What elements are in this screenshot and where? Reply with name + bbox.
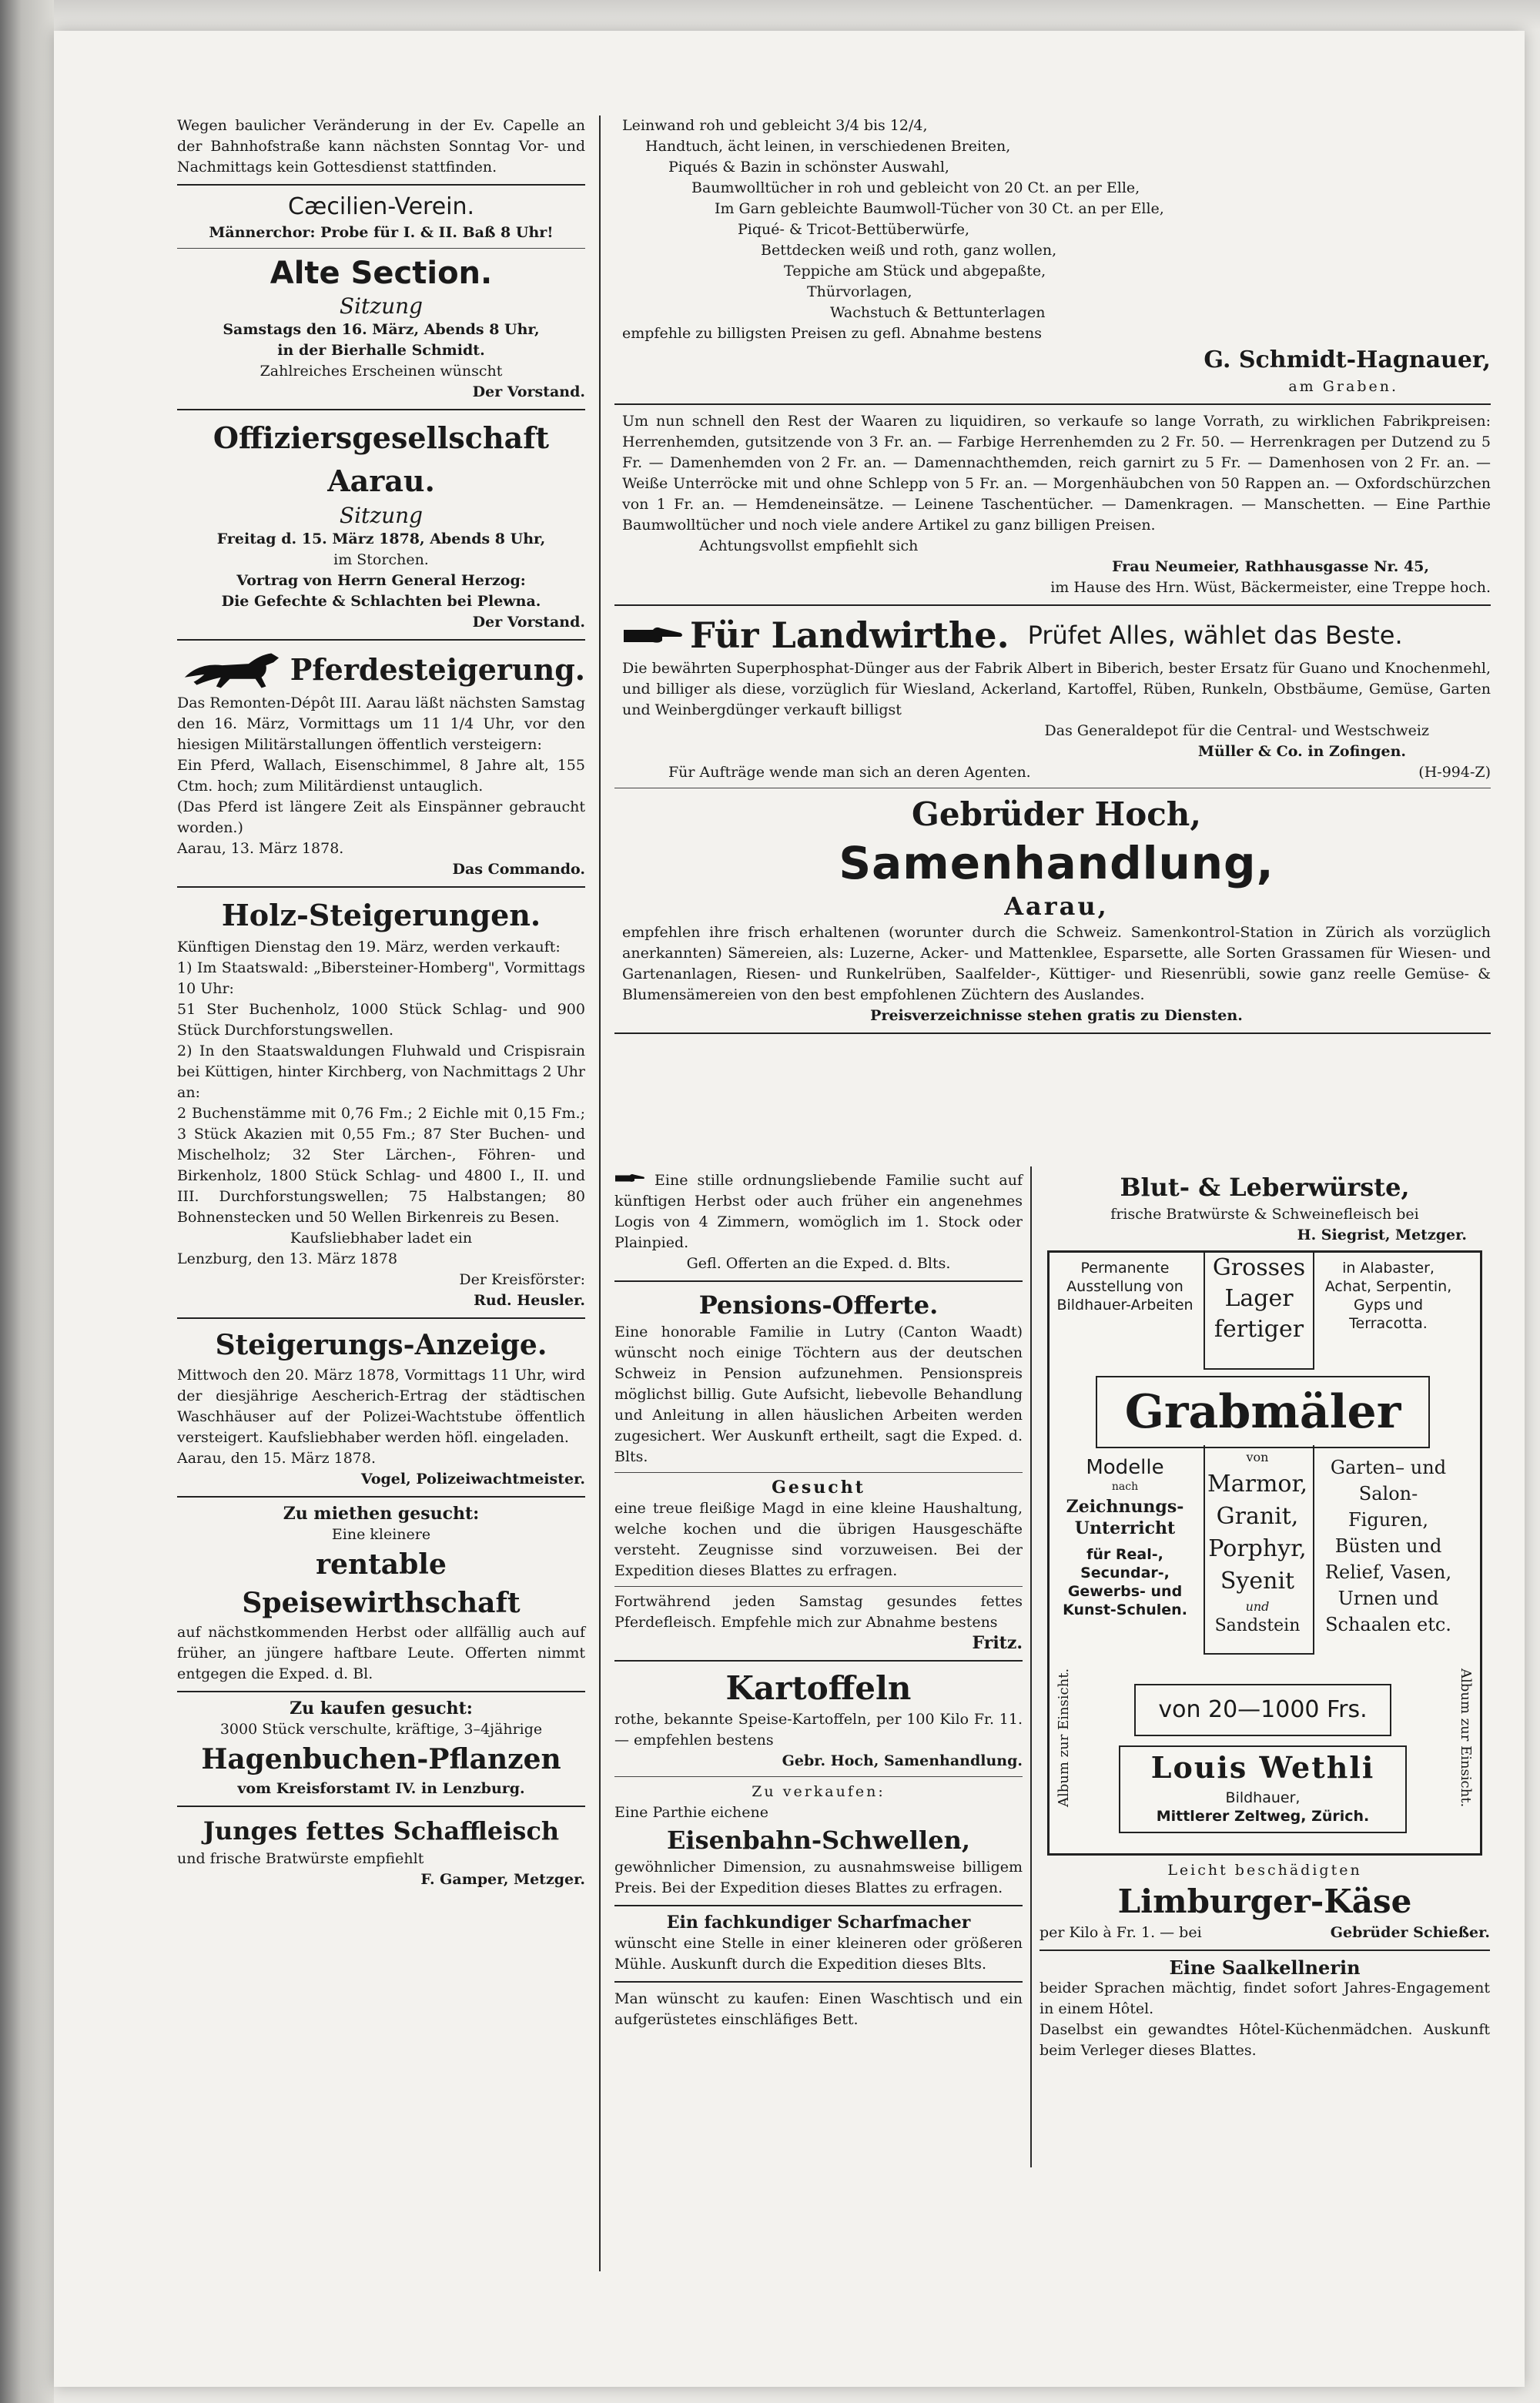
offiziers-title: Offiziersgesellschaft Aarau. [213,420,550,498]
steigerung-text: Mittwoch den 20. März 1878, Vormittags 11 Uhr, wird der diesjährige Aescherich-Ertrag der städtischen Waschhäuser auf der Polizei-Wachtstube öffentlich versteigert. Kaufsliebhaber werden höfl. eingeladen. [177,1367,585,1446]
pferd-header [177,647,585,693]
grab-lager: Grosses Lager fertiger [1204,1253,1314,1370]
miethen-intro: Eine kleinere [331,1526,431,1543]
miethen-text: auf nächstkommenden Herbst oder allfällig auch auf früher, an jüngere haftbare Leute. Offerten nimmt entgegen die Exped. d. Bl. [177,1624,585,1682]
holz-text1: Künftigen Dienstag den 19. März, werden verkauft: [177,939,561,956]
divider [177,184,585,186]
schaf-sign: F. Gamper, Metzger. [420,1871,585,1888]
gesucht-title: Gesucht [772,1478,865,1498]
saal-text: beider Sprachen mächtig, findet sofort Jahres-Engagement in einem Hôtel. [1040,1980,1490,2017]
verkaufen-text: gewöhnlicher Dimension, zu ausnahmsweise billigem Preis. Bei der Expedition dieses Blattes zu erfragen. [614,1859,1023,1896]
divider [177,248,585,249]
leinwand-ad [614,115,1491,397]
divider [614,1660,1023,1662]
holz-text3: 51 Ster Buchenholz, 1000 Stück Schlag- und 900 Stück Durchforstungswellen. [177,1001,585,1039]
grab-name-box [1119,1745,1407,1833]
offiziers-sign: Der Vorstand. [472,614,585,631]
steigerung-title: Steigerungs-Anzeige. [215,1329,547,1361]
hoch-title: Gebrüder Hoch, [912,795,1201,833]
divider [177,1496,585,1498]
pension-title: Pensions-Offerte. [698,1290,939,1320]
miethen-title: Zu miethen gesucht: [283,1504,480,1524]
kartoffeln-sign: Gebr. Hoch, Samenhandlung. [782,1752,1023,1769]
logis-sign: Gefl. Offerten an die Exped. d. Blts. [686,1255,951,1272]
pferd-sign: Das Commando. [452,861,585,878]
right-sub-column [1040,1170,1490,2061]
grab-fuer: für Real-, Secundar-, Gewerbs- und Kunst-Schulen. [1063,1546,1187,1618]
grab-garten: Garten– und Salon-Figuren, Büsten und Relief, Vasen, Urnen und Schaalen etc. [1324,1457,1452,1635]
steigerung-sign: Vogel, Polizeiwachtmeister. [360,1471,585,1488]
pferd-text3: (Das Pferd ist längere Zeit als Einspänner gebraucht worden.) [177,798,585,836]
grab-addr: Mittlerer Zeltweg, Zürich. [1156,1808,1370,1825]
schaf-title: Junges fettes Schaffleisch [203,1816,560,1846]
fritz-sign: Fritz. [972,1633,1023,1653]
divider [177,639,585,641]
grab-stones: Marmor, Granit, Porphyr, Syenit [1207,1471,1308,1595]
column-rule-left [599,115,601,2271]
offiziers-vortrag: Vortrag von Herrn General Herzog: [236,572,526,589]
offiziers-place: im Storchen. [333,551,429,568]
limburger-row [1040,1923,1490,1943]
steigerung-date: Aarau, den 15. März 1878. [177,1450,377,1467]
divider [614,604,1491,606]
grab-title: Grabmäler [1096,1376,1430,1448]
holz-date: Lenzburg, den 13. März 1878 [177,1250,398,1267]
holz-text4: 2) In den Staatswaldungen Fluhwald und Crispisrain bei Küttigen, hinter Kirchberg, von Nachmittags 2 Uhr an: [177,1043,585,1101]
divider [614,403,1491,405]
left-column [177,115,585,1890]
right-wide-column [614,115,1491,1040]
scharf-title: Ein fachkundiger Scharfmacher [666,1913,971,1933]
alte-sign: Der Vorstand. [472,383,585,400]
grab-album-left: Album zur Einsicht. [1056,1668,1072,1808]
leinwand-line2: Handtuch, ächt leinen, in verschiedenen Breiten, [645,138,1011,155]
scan-left-edge [0,0,54,2403]
scan-top-edge [0,0,1540,31]
leinwand-line9: Thürvorlagen, [807,283,912,300]
mid-sub-column [614,1170,1023,2030]
leinwand-place: am Graben. [1288,378,1398,395]
hoch-text: empfehlen ihre frisch erhaltenen (worunter durch die Schweiz. Samenkontrol-Station in Zürich als vorzüglich anerkannten) Sämereien, als: Luzerne, Acker- und Mattenklee, Esparsette, alle Sorten Grassamen für Wiesen- und Gartenanlagen, Riesen- und Runkelrüben, Saalfelder-, Küttiger- und Riesenrübli, sowie ganz reelle Gemüse- & Blumensämereien von den best empfohlenen Züchtern des Auslandes. [622,924,1491,1003]
grab-nach: nach [1111,1481,1139,1493]
kaufen-text: 3000 Stück verschulte, kräftige, 3–4jährige [219,1721,543,1738]
grabmaeler-ad [1047,1250,1482,1856]
pension-text: Eine honorable Familie in Lutry (Canton Waadt) wünscht noch einige Töchtern aus der deutschen Schweiz in Pension aufzunehmen. Pensionspreis möglichst billig. Gute Aufsicht, liebevolle Behandlung und Anleitung in allen häuslichen Arbeiten werden zugesichert. Wer Auskunft ertheilt, sagt die Exped. d. Blts. [614,1324,1023,1465]
neumeier-text: Um nun schnell den Rest der Waaren zu liquidiren, so verkaufe so lange Vorrath, zu wirklichen Fabrikpreisen: Herrenhemden, gutsitzende von 3 Fr. an. — Farbige Herrenhemden zu 2 Fr. 50. — Herrenkragen per Dutzend zu 5 Fr. — Damenhemden von 2 Fr. an. — Damennachthemden, reich garnirt zu 5 Fr. — Damenhosen von 2 Fr. an. — Weiße Unterröcke mit und ohne Schlepp von 5 Fr. an. — Morgenhäubchen von 50 Rappen an. — Oxfordschürzchen von 1 Fr. an. — Hemdeneinsätze. — Leinene Taschentücher. — Damenkragen. — Manschetten. — Eine Parthie Baumwolltücher und noch viele andere Artikel zu ganz billigen Preisen. [622,413,1491,534]
kaufen-big: Hagenbuchen-Pflanzen [201,1743,561,1775]
grab-role: Bildhauer, [1225,1789,1301,1806]
divider [177,409,585,410]
alte-note: Zahlreiches Erscheinen wünscht [259,363,503,380]
gesucht-text: eine treue fleißige Magd in eine kleine Haushaltung, welche kochen und die übrigen Hausgeschäfte versteht. Zeugnisse sind vorzuweisen. Bei der Expedition dieses Blattes zu erfragen. [614,1500,1023,1579]
divider [614,1586,1023,1587]
holz-sign: Rud. Heusler. [474,1292,585,1309]
verkaufen-title: Zu verkaufen: [752,1783,886,1800]
grab-perm: Permanente Ausstellung von Bildhauer-Arbeiten [1056,1260,1194,1314]
divider [177,886,585,888]
pferd-text2: Ein Pferd, Wallach, Eisenschimmel, 8 Jahre alt, 155 Ctm. hoch; zum Militärdienst untauglich. [177,757,585,795]
leinwand-line3: Piqués & Bazin in schönster Auswahl, [668,159,949,176]
kartoffeln-text: rothe, bekannte Speise-Kartoffeln, per 100 Kilo Fr. 11. — empfehlen bestens [614,1711,1023,1749]
landwirthe-agents-text: Für Aufträge wende man sich an deren Agenten. [668,764,1031,781]
saal-text2: Daselbst ein gewandtes Hôtel-Küchenmädchen. Auskunft beim Verleger dieses Blattes. [1040,2021,1490,2059]
pferd-title: Pferdesteigerung. [290,652,585,687]
scharf-text: wünscht eine Stelle in einer kleineren oder größeren Mühle. Auskunft durch die Expedition dieses Blts. [614,1935,1023,1973]
gottesdienst-notice: Wegen baulicher Veränderung in der Ev. Capelle an der Bahnhofstraße kann nächsten Sonntag Vor- und Nachmittags kein Gottesdienst stattfinden. [177,117,585,176]
landwirthe-title: Für Landwirthe. [690,614,1009,656]
divider [614,1776,1023,1777]
logis-text [614,1170,1023,1253]
caecilien-text: Männerchor: Probe für I. & II. Baß 8 Uhr! [209,224,554,241]
landwirthe-text: Die bewährten Superphosphat-Dünger aus der Fabrik Albert in Biberich, bester Ersatz für Guano und Knochenmehl, und billiger als diese, vorzüglich für Wiesland, Ackerland, Kartoffel, Rüben, Runkeln, Obstbäume, Gemüse, Garten und Weinbergdünger verkauft billigst [622,660,1491,718]
holz-text5: 2 Buchenstämme mit 0,76 Fm.; 2 Eichle mit 0,15 Fm.; 3 Stück Akazien mit 0,55 Fm.; 87 Ster Buchen- und Mischelholz; 32 Ster Lärchen-, Föhren- und Birkenholz, 1800 Stück Schlag- und 4800 I., II. und III. Durchforstungswellen; 75 Halbstangen; 80 Bohnenstecken und 50 Wellen Birkenreis zu Besen. [177,1105,585,1226]
divider [614,1472,1023,1473]
alte-date: Samstags den 16. März, Abends 8 Uhr, [223,321,540,338]
landwirthe-agents [622,762,1491,783]
blut-title: Blut- & Leberwürste, [1120,1173,1410,1202]
landwirthe-text2: Das Generaldepot für die Central- und Westschweiz [1044,722,1429,739]
hoch-big: Samenhandlung, [839,837,1274,889]
offiziers-date: Freitag d. 15. März 1878, Abends 8 Uhr, [216,530,546,547]
divider [1040,1950,1490,1951]
limburger-title: Limburger-Käse [1117,1883,1412,1920]
horse-icon [177,647,290,693]
caecilien-title: Cæcilien-Verein. [287,193,475,220]
blut-sign: H. Siegrist, Metzger. [1297,1227,1467,1243]
holz-text2: 1) Im Staatswald: „Bibersteiner-Homberg", Vormittags 10 Uhr: [177,959,585,997]
verkaufen-big: Eisenbahn-Schwellen, [667,1826,970,1855]
leinwand-line6: Piqué- & Tricot-Bettüberwürfe, [738,221,969,238]
hoch-ad [614,793,1491,1026]
waschtisch-text: Man wünscht zu kaufen: Einen Waschtisch und ein aufgerüstetes einschläfiges Bett. [614,1990,1023,2028]
divider [614,1032,1491,1034]
leinwand-line10: Wachstuch & Bettunterlagen [830,304,1046,321]
grab-modelle: Modelle [1086,1456,1164,1479]
offiziers-topic: Die Gefechte & Schlachten bei Plewna. [221,593,541,610]
divider [614,1280,1023,1282]
kartoffeln-title: Kartoffeln [725,1669,912,1707]
holz-role: Der Kreisförster: [459,1271,585,1288]
alte-section-title: Alte Section. [270,256,493,291]
kaufen-from: vom Kreisforstamt IV. in Lenzburg. [237,1780,525,1797]
divider [614,1981,1023,1983]
holz-text6: Kaufsliebhaber ladet ein [290,1230,473,1247]
blut-text: frische Bratwürste & Schweinefleisch bei [1110,1206,1419,1223]
grab-zeichnung: Zeichnungs-Unterricht [1066,1497,1184,1538]
alte-place: in der Bierhalle Schmidt. [277,342,485,359]
grab-und: und [1245,1599,1270,1614]
neumeier-sign: Frau Neumeier, Rathhausgasse Nr. 45, [1112,558,1429,575]
miethen-big: rentable Speisewirthschaft [242,1548,521,1619]
grab-album-right: Album zur Einsicht. [1458,1668,1474,1808]
saal-title: Eine Saalkellnerin [1169,1956,1361,1979]
neumeier-ad [614,411,1491,598]
leinwand-line1: Leinwand roh und gebleicht 3/4 bis 12/4, [622,117,928,134]
landwirthe-header [622,612,1491,658]
landwirthe-ad [614,612,1491,783]
leinwand-line8: Teppiche am Stück und abgepaßte, [784,263,1046,279]
leinwand-line11: empfehle zu billigsten Preisen zu gefl. Abnahme bestens [622,325,1043,342]
hoch-prices: Preisverzeichnisse stehen gratis zu Diensten. [870,1007,1243,1024]
leinwand-line5: Im Garn gebleichte Baumwoll-Tücher von 30 Ct. an per Elle, [715,200,1164,217]
limburger-text: per Kilo à Fr. 1. — bei [1040,1924,1202,1941]
divider [614,1905,1023,1906]
column-rule-mid [1030,1166,1032,2167]
divider [177,1317,585,1319]
limburger-sign: Gebrüder Schießer. [1330,1924,1490,1941]
divider [177,1806,585,1807]
leinwand-line7: Bettdecken weiß und roth, ganz wollen, [761,242,1057,259]
alte-sitzung: Sitzung [339,293,424,319]
holz-title: Holz-Steigerungen. [221,898,541,932]
pferd-date: Aarau, 13. März 1878. [177,840,344,857]
leinwand-line4: Baumwolltücher in roh und gebleicht von 20 Ct. an per Elle, [691,179,1140,196]
divider [177,1691,585,1692]
logis-body: Eine stille ordnungsliebende Familie sucht auf künftigen Herbst oder auch früher ein angenehmes Logis von 4 Zimmern, womöglich im 1. Stock oder Plainpied. [614,1172,1023,1251]
grab-von: von [1246,1450,1269,1464]
pferd-text1: Das Remonten-Dépôt III. Aarau läßt nächsten Samstag den 16. März, Vormittags um 11 1/4 Uhr, vor den hiesigen Militärstallungen öffentlich versteigern: [177,694,585,753]
fritz-text: Fortwährend jeden Samstag gesundes fettes Pferdefleisch. Empfehle mich zur Abnahme bestens [614,1593,1023,1631]
neumeier-intro: Achtungsvollst empfiehlt sich [699,537,919,554]
pointing-hand-icon [614,1171,645,1185]
verkaufen-intro: Eine Parthie eichene [614,1804,768,1821]
landwirthe-sign: Müller & Co. in Zofingen. [1197,743,1406,760]
grab-alab: in Alabaster, Achat, Serpentin, Gyps und Terracotta. [1324,1260,1452,1332]
grab-sand: Sandstein [1214,1616,1301,1635]
schaf-text: und frische Bratwürste empfiehlt [177,1850,424,1867]
landwirthe-code: (H-994-Z) [1418,764,1491,781]
hoch-city: Aarau, [1004,892,1109,921]
grab-price: von 20—1000 Frs. [1134,1684,1391,1736]
grab-name: Louis Wethli [1150,1750,1375,1785]
kaufen-title: Zu kaufen gesucht: [290,1698,473,1719]
offiziers-sitzung: Sitzung [339,503,424,528]
landwirthe-slogan: Prüfet Alles, wählet das Beste. [1027,621,1403,650]
limburger-intro: Leicht beschädigten [1167,1862,1362,1879]
neumeier-place: im Hause des Hrn. Wüst, Bäckermeister, eine Treppe hoch. [1050,579,1491,596]
leinwand-sign: G. Schmidt-Hagnauer, [1204,346,1491,373]
pointing-hand-icon [622,624,684,647]
